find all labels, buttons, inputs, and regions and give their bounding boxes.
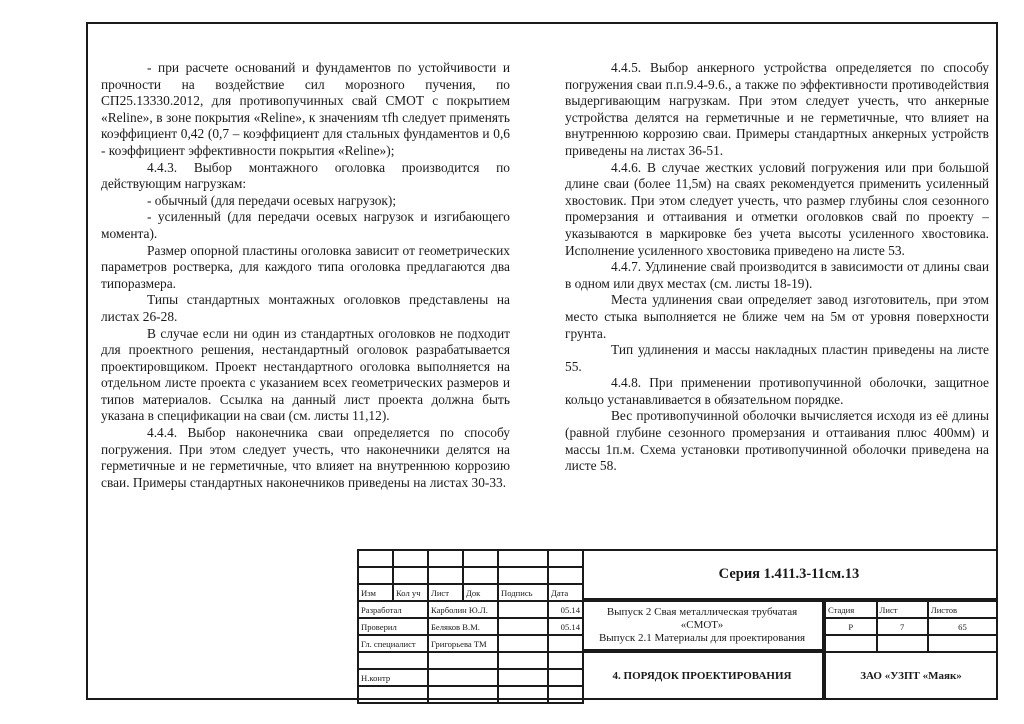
title-block — [357, 549, 998, 700]
date-cell — [548, 635, 583, 652]
paragraph-cap-reinforced: - усиленный (для передачи осевых нагрузок и изгибающего момента). — [101, 209, 510, 241]
header-podpis: Подпись — [498, 584, 548, 601]
paragraph-4-4-4: 4.4.4. Выбор наконечника сваи определяется по способу погружения. При этом следует учесть, что наконечники делятся на герметичные и не герметичные, что влияет на внутреннюю коррозию сваи. Примеры стандартных наконечников приведены на листах 30-33. — [101, 425, 510, 490]
release-line-2: «СМОТ» — [680, 619, 724, 631]
date-cell: 05.14 — [548, 601, 583, 618]
signature-cell — [498, 601, 548, 618]
role-cell: Н.контр — [358, 669, 428, 686]
stamp-row — [358, 652, 583, 669]
signature-cell — [498, 686, 548, 703]
name-cell: Беляков В.М. — [428, 618, 498, 635]
paragraph-frost-heave: - при расчете оснований и фундаментов по устойчивости и прочности на воздействие сил морозного пучения, по СП25.13330.2012, для противопучинных свай СМОТ с покрытием «Reline», в зоне покрытия «Reline», к значениям τfh следует применять коэффициент 0,42 (0,7 – коэффициент для стальных фундаментов и 0,6 - коэффициент эффективности покрытия «Reline»); — [101, 60, 510, 158]
section-title: 4. ПОРЯДОК ПРОЕКТИРОВАНИЯ — [582, 651, 824, 700]
stamp-row — [358, 601, 583, 618]
paragraph-cap-normal: - обычный (для передачи осевых нагрузок); — [147, 192, 397, 208]
paragraph-4-4-6: 4.4.6. В случае жестких условий погружения или при большой длине сваи (более 11,5м) на сваях рекомендуется применить усиленный хвостовик. При этом следует учесть, что размер глубины слоя сезонного промерзания и оттаивания и отметки оголовков свай по проекту – указываются в маркировке без учета высоты усиленного хвостовика. Исполнение усиленного хвостовика приведено на листе 53. — [565, 159, 989, 258]
release-line-1: Выпуск 2 Свая металлическая трубчатая — [606, 606, 798, 618]
date-cell — [548, 652, 583, 669]
role-cell: Гл. специалист — [358, 635, 428, 652]
signature-cell — [498, 618, 548, 635]
stamp-row — [358, 635, 583, 652]
paragraph-shell-weight: Вес противопучинной оболочки вычисляется исходя из её длины (равной глубине сезонного промерзания и оттаивания плюс 400мм) и массы 1п.м. Схема установки противопучинной оболочки приведена на листе 58. — [565, 408, 989, 474]
right-text-column — [565, 60, 989, 475]
name-cell: Григорьева ТМ — [428, 635, 498, 652]
value-sheets-total: 65 — [928, 618, 997, 635]
stamp-row — [358, 686, 583, 703]
value-sheet: 7 — [877, 618, 928, 635]
header-sheet: Лист — [877, 601, 928, 618]
role-cell — [358, 652, 428, 669]
header-kol-uch: Кол уч — [393, 584, 428, 601]
paragraph-4-4-7: 4.4.7. Удлинение свай производится в зависимости от длины сваи в одном или двух местах (см. листы 18-19). — [565, 259, 989, 291]
name-cell: Карболин Ю.Л. — [428, 601, 498, 618]
header-data: Дата — [548, 584, 583, 601]
sheet-info-table — [824, 600, 998, 653]
organization-name: ЗАО «УЗПТ «Маяк» — [824, 651, 998, 700]
name-cell — [428, 669, 498, 686]
header-list: Лист — [428, 584, 463, 601]
value-stadia: Р — [825, 618, 877, 635]
stamp-header-row — [358, 584, 583, 601]
date-cell: 05.14 — [548, 618, 583, 635]
header-sheets-total: Листов — [928, 601, 997, 618]
paragraph-nonstandard-cap: В случае если ни один из стандартных оголовков не подходит для проектного решения, нестандартный оголовок разрабатывается проектировщиком. Проект нестандартного оголовка выполняется на отдельном листе проекта с указанием всех геометрических размеров и типов материалов. Ссылка на данный лист проекта должна быть указана в спецификации на сваи (см. листы 11,12). — [101, 325, 510, 424]
name-cell — [428, 652, 498, 669]
series-title: Серия 1.411.3-11см.13 — [582, 549, 998, 600]
date-cell — [548, 686, 583, 703]
name-cell — [428, 686, 498, 703]
date-cell — [548, 669, 583, 686]
header-dok: Док — [463, 584, 498, 601]
stamp-row — [358, 669, 583, 686]
stamp-row — [358, 618, 583, 635]
release-description — [582, 600, 824, 651]
signature-cell — [498, 669, 548, 686]
paragraph-standard-caps: Типы стандартных монтажных оголовков представлены на листах 26-28. — [101, 292, 510, 324]
paragraph-4-4-8: 4.4.8. При применении противопучинной оболочки, защитное кольцо устанавливается в обязательном порядке. — [565, 375, 989, 407]
role-cell: Разработал — [358, 601, 428, 618]
signatures-table — [357, 549, 584, 704]
signature-cell — [498, 652, 548, 669]
paragraph-4-4-5: 4.4.5. Выбор анкерного устройства определяется по способу погружения сваи п.п.9.4-9.6., а также по эффективности противодействия выдергивающим нагрузкам. При этом следует учесть, что анкерные устройства делятся на герметичные и не герметичные, что влияет на внутреннюю коррозию сваи. Примеры стандартных анкерных устройств приведены на листах 36-51. — [565, 60, 989, 158]
role-cell — [358, 686, 428, 703]
header-stadia: Стадия — [825, 601, 877, 618]
paragraph-plate-size: Размер опорной пластины оголовка зависит от геометрических параметров ростверка, для каждого типа оголовка предлагаются два типоразмера. — [101, 242, 510, 291]
paragraph-extension-type: Тип удлинения и массы накладных пластин приведены на листе 55. — [565, 342, 989, 374]
role-cell: Проверил — [358, 618, 428, 635]
paragraph-extension-places: Места удлинения сваи определяет завод изготовитель, при этом место стыка выполняется не ближе чем на 5м от уровня поверхности грунта. — [565, 292, 989, 341]
left-text-column — [101, 60, 510, 491]
header-izm: Изм — [358, 584, 393, 601]
signature-cell — [498, 635, 548, 652]
paragraph-4-4-3: 4.4.3. Выбор монтажного оголовка производится по действующим нагрузкам: — [101, 159, 510, 192]
release-line-3: Выпуск 2.1 Материалы для проектирования — [598, 632, 806, 644]
